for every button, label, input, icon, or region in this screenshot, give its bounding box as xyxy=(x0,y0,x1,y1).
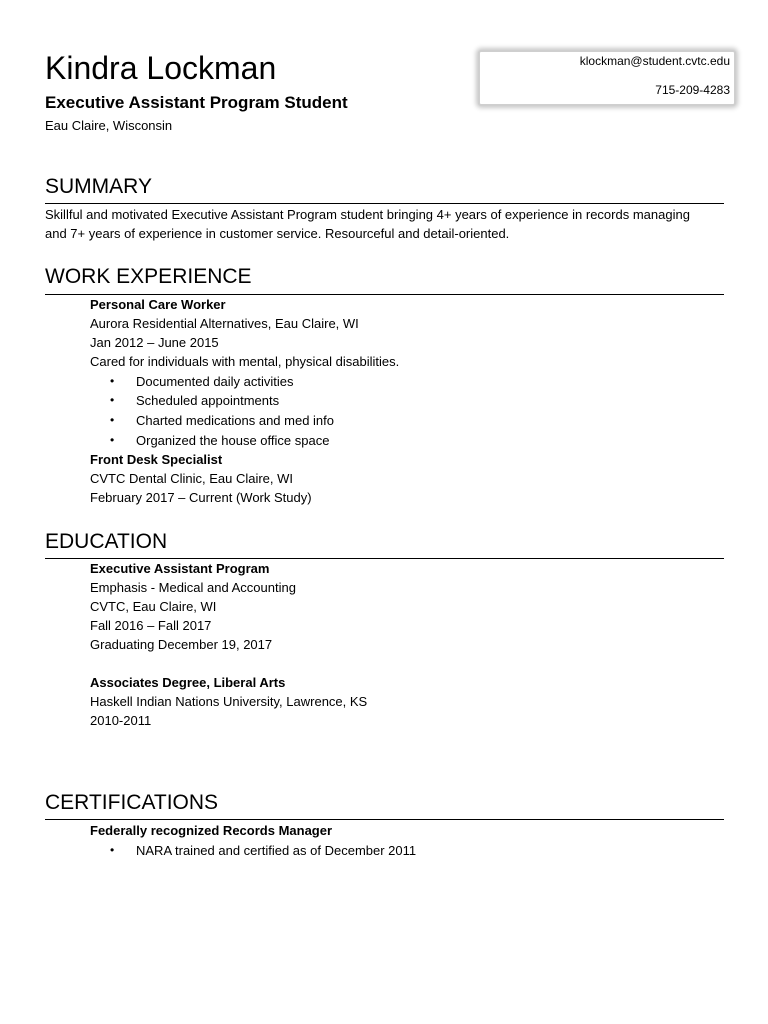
summary-line-1: Skillful and motivated Executive Assistant Program student bringing 4+ years of experience in records managing xyxy=(45,207,690,222)
edu-dates: Fall 2016 – Fall 2017 xyxy=(90,618,212,633)
bullet-marker: • xyxy=(110,433,115,447)
job-bullet: Organized the house office space xyxy=(136,433,330,448)
edu-dates: 2010-2011 xyxy=(90,713,152,728)
summary-line-2: and 7+ years of experience in customer service. Resourceful and detail-oriented. xyxy=(45,226,510,241)
job-dates: Jan 2012 – June 2015 xyxy=(90,335,219,350)
edu-program: Associates Degree, Liberal Arts xyxy=(90,675,286,690)
certifications-heading: CERTIFICATIONS xyxy=(45,791,219,814)
job-description: Cared for individuals with mental, physical disabilities. xyxy=(90,354,400,369)
bullet-marker: • xyxy=(110,413,115,427)
job-bullet: Documented daily activities xyxy=(136,374,294,389)
resume-name: Kindra Lockman xyxy=(45,50,277,86)
certifications-divider xyxy=(45,819,724,820)
resume-location: Eau Claire, Wisconsin xyxy=(45,118,173,133)
education-heading: EDUCATION xyxy=(45,530,168,553)
edu-emphasis: Emphasis - Medical and Accounting xyxy=(90,580,296,595)
job-role: Personal Care Worker xyxy=(90,297,226,312)
cert-name: Federally recognized Records Manager xyxy=(90,823,333,838)
edu-school: CVTC, Eau Claire, WI xyxy=(90,599,217,614)
edu-program: Executive Assistant Program xyxy=(90,561,270,576)
bullet-marker: • xyxy=(110,374,115,388)
job-dates: February 2017 – Current (Work Study) xyxy=(90,490,312,505)
job-bullet: Charted medications and med info xyxy=(136,413,335,428)
contact-box xyxy=(478,50,736,106)
job-bullet: Scheduled appointments xyxy=(136,393,280,408)
resume-subtitle: Executive Assistant Program Student xyxy=(45,93,348,112)
job-org: CVTC Dental Clinic, Eau Claire, WI xyxy=(90,471,293,486)
contact-email: klockman@student.cvtc.edu xyxy=(579,54,730,68)
summary-heading: SUMMARY xyxy=(45,175,152,198)
bullet-marker: • xyxy=(110,843,115,857)
edu-graduating: Graduating December 19, 2017 xyxy=(90,637,273,652)
cert-bullet: NARA trained and certified as of December 2011 xyxy=(136,843,417,858)
contact-phone: 715-209-4283 xyxy=(655,83,730,97)
work-heading: WORK EXPERIENCE xyxy=(45,265,252,288)
job-role: Front Desk Specialist xyxy=(90,452,223,467)
bullet-marker: • xyxy=(110,393,115,407)
job-org: Aurora Residential Alternatives, Eau Claire, WI xyxy=(90,316,359,331)
edu-school: Haskell Indian Nations University, Lawrence, KS xyxy=(90,694,368,709)
summary-divider xyxy=(45,203,724,204)
